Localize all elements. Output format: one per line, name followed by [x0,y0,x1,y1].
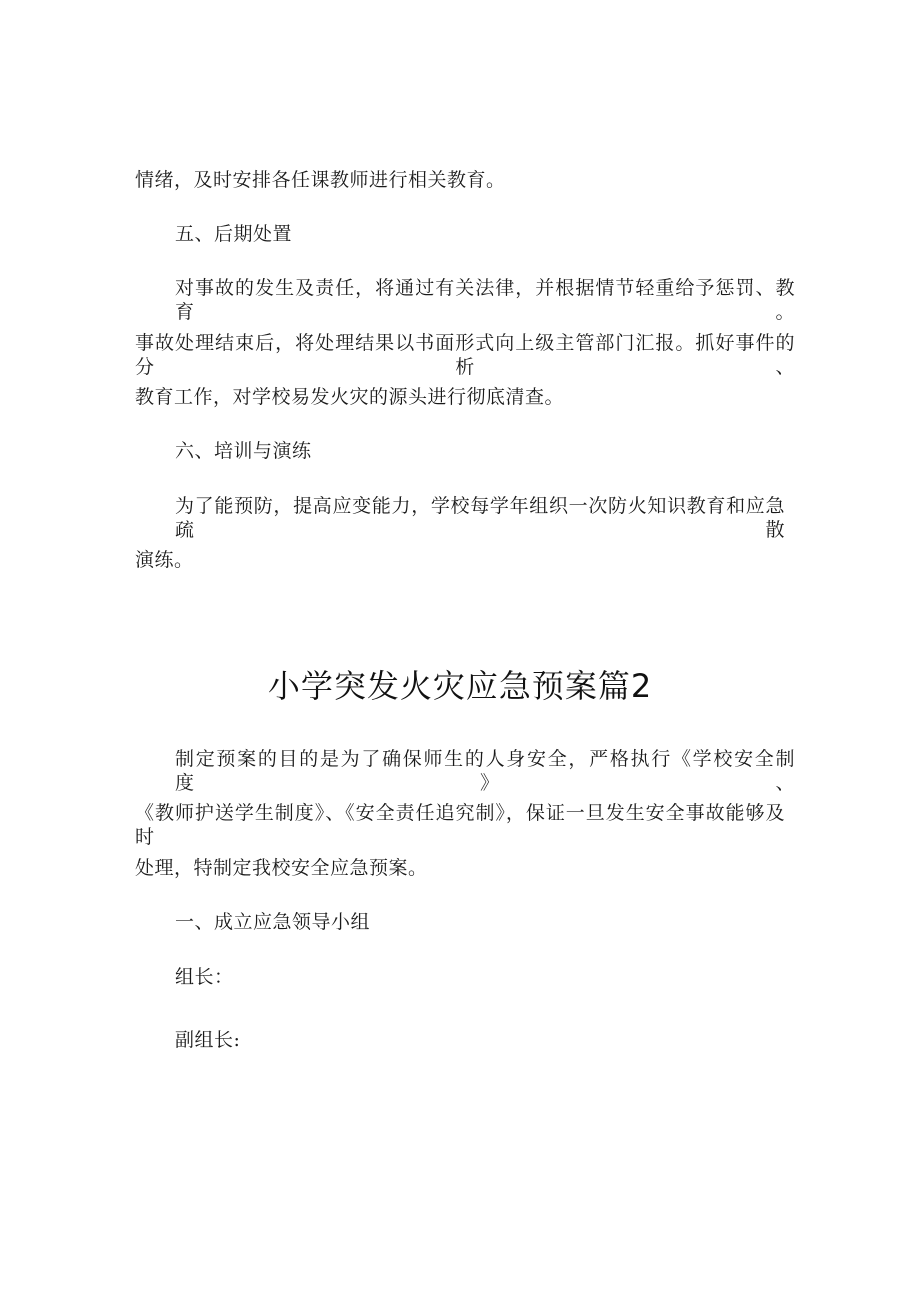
aftermath-paragraph-line-2: 事故处理结束后，将处理结果以书面形式向上级主管部门汇报。抓好事件的分析、 [135,332,795,378]
heading-training: 六、培训与演练 [175,440,312,462]
deputy-leader-label: 副组长: [175,1029,241,1051]
intro-paragraph-line-3: 处理，特制定我校安全应急预案。 [135,857,428,879]
training-paragraph-line-1: 为了能预防，提高应变能力，学校每学年组织一次防火知识教育和应急疏散 [175,495,785,541]
training-paragraph-line-2: 演练。 [135,549,194,571]
intro-paragraph-line-2: 《教师护送学生制度》、《安全责任追究制》，保证一旦发生安全事故能够及时 [135,802,785,848]
heading-aftermath: 五、后期处置 [175,223,293,245]
aftermath-paragraph-line-3: 教育工作，对学校易发火灾的源头进行彻底清查。 [135,386,565,408]
section-title: 小学突发火灾应急预案篇2 [267,667,653,705]
heading-leadership-group: 一、成立应急领导小组 [175,911,371,933]
intro-paragraph-line-1: 制定预案的目的是为了确保师生的人身安全，严格执行《学校安全制度》、 [175,748,795,794]
aftermath-paragraph-line-1: 对事故的发生及责任，将通过有关法律，并根据情节轻重给予惩罚、教育。 [175,277,795,323]
leader-label: 组长： [175,966,234,988]
carryover-line: 情绪，及时安排各任课教师进行相关教育。 [135,169,506,191]
